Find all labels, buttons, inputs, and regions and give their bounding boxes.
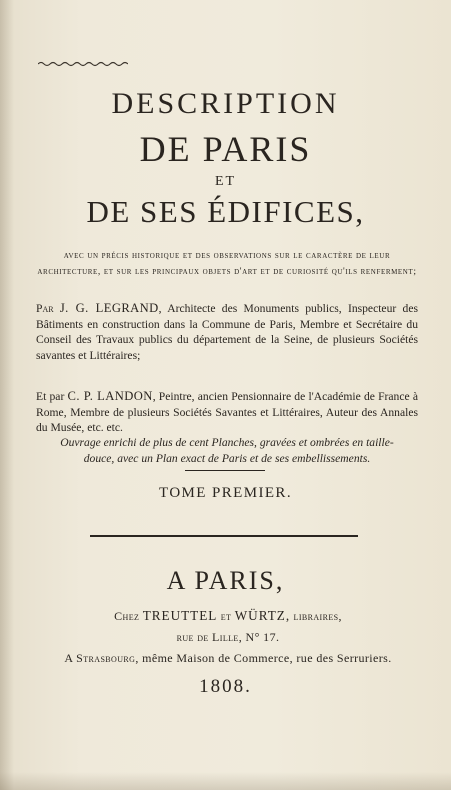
author-1-text: , Architecte des Monuments publics, Inspecteur des Bâtiments en construction dans la Commune de Paris, Membre et Secrétaire du Conseil des Travaux publics du département de la Seine, de plusieurs Sociétés savantes et Littéraires;: [36, 302, 418, 362]
short-rule: [185, 470, 265, 471]
page-bottom-edge: [0, 772, 451, 790]
author-2-prefix: Et par: [36, 390, 65, 403]
branch-prefix: A: [64, 651, 73, 665]
branch-text: , même Maison de Commerce, rue des Serruriers.: [135, 651, 392, 665]
imprint: [40, 605, 416, 669]
long-rule: [90, 535, 358, 537]
imprint-city: A PARIS,: [166, 566, 285, 595]
title-line-3: ET: [214, 174, 237, 189]
author-1-prefix: Par: [36, 302, 54, 315]
imprint-chez: Chez: [114, 609, 140, 623]
publisher-name-b: WÜRTZ,: [234, 608, 291, 623]
author-2-text: , Peintre, ancien Pensionnaire de l'Académie de France à Rome, Membre de plusieurs Sociétés Savantes et Littéraires, Auteur des Annales du Musée, etc. etc.: [36, 390, 418, 435]
subtitle: avec un précis historique et des observations sur le caractère de leur architecture, et sur les principaux objets d'art et de curiosité qu'ils renferment;: [37, 250, 417, 277]
branch-city: Strasbourg: [76, 651, 136, 665]
imprint-et: et: [220, 609, 232, 623]
author-2-name: C. P. LANDON: [67, 389, 153, 403]
ornament-rule: [38, 61, 128, 67]
title-line-2: DE PARIS: [139, 129, 312, 169]
publisher-role: libraires,: [293, 609, 342, 623]
publication-year: 1808.: [199, 676, 252, 697]
volume-label: TOME PREMIER.: [159, 485, 292, 501]
publisher-address: rue de Lille, N° 17.: [176, 630, 280, 644]
title-line-4: DE SES ÉDIFICES,: [86, 194, 365, 229]
author-1-paragraph: [36, 301, 418, 363]
title-line-1: DESCRIPTION: [111, 87, 340, 120]
plates-note: Ouvrage enrichi de plus de cent Planches, gravées et ombrées en taille-douce, avec un Plan exact de Paris et de ses embellissements.: [60, 436, 394, 465]
author-2-paragraph: [36, 389, 418, 436]
publisher-name-a: TREUTTEL: [142, 608, 218, 623]
author-1-name: J. G. LEGRAND: [59, 301, 159, 315]
